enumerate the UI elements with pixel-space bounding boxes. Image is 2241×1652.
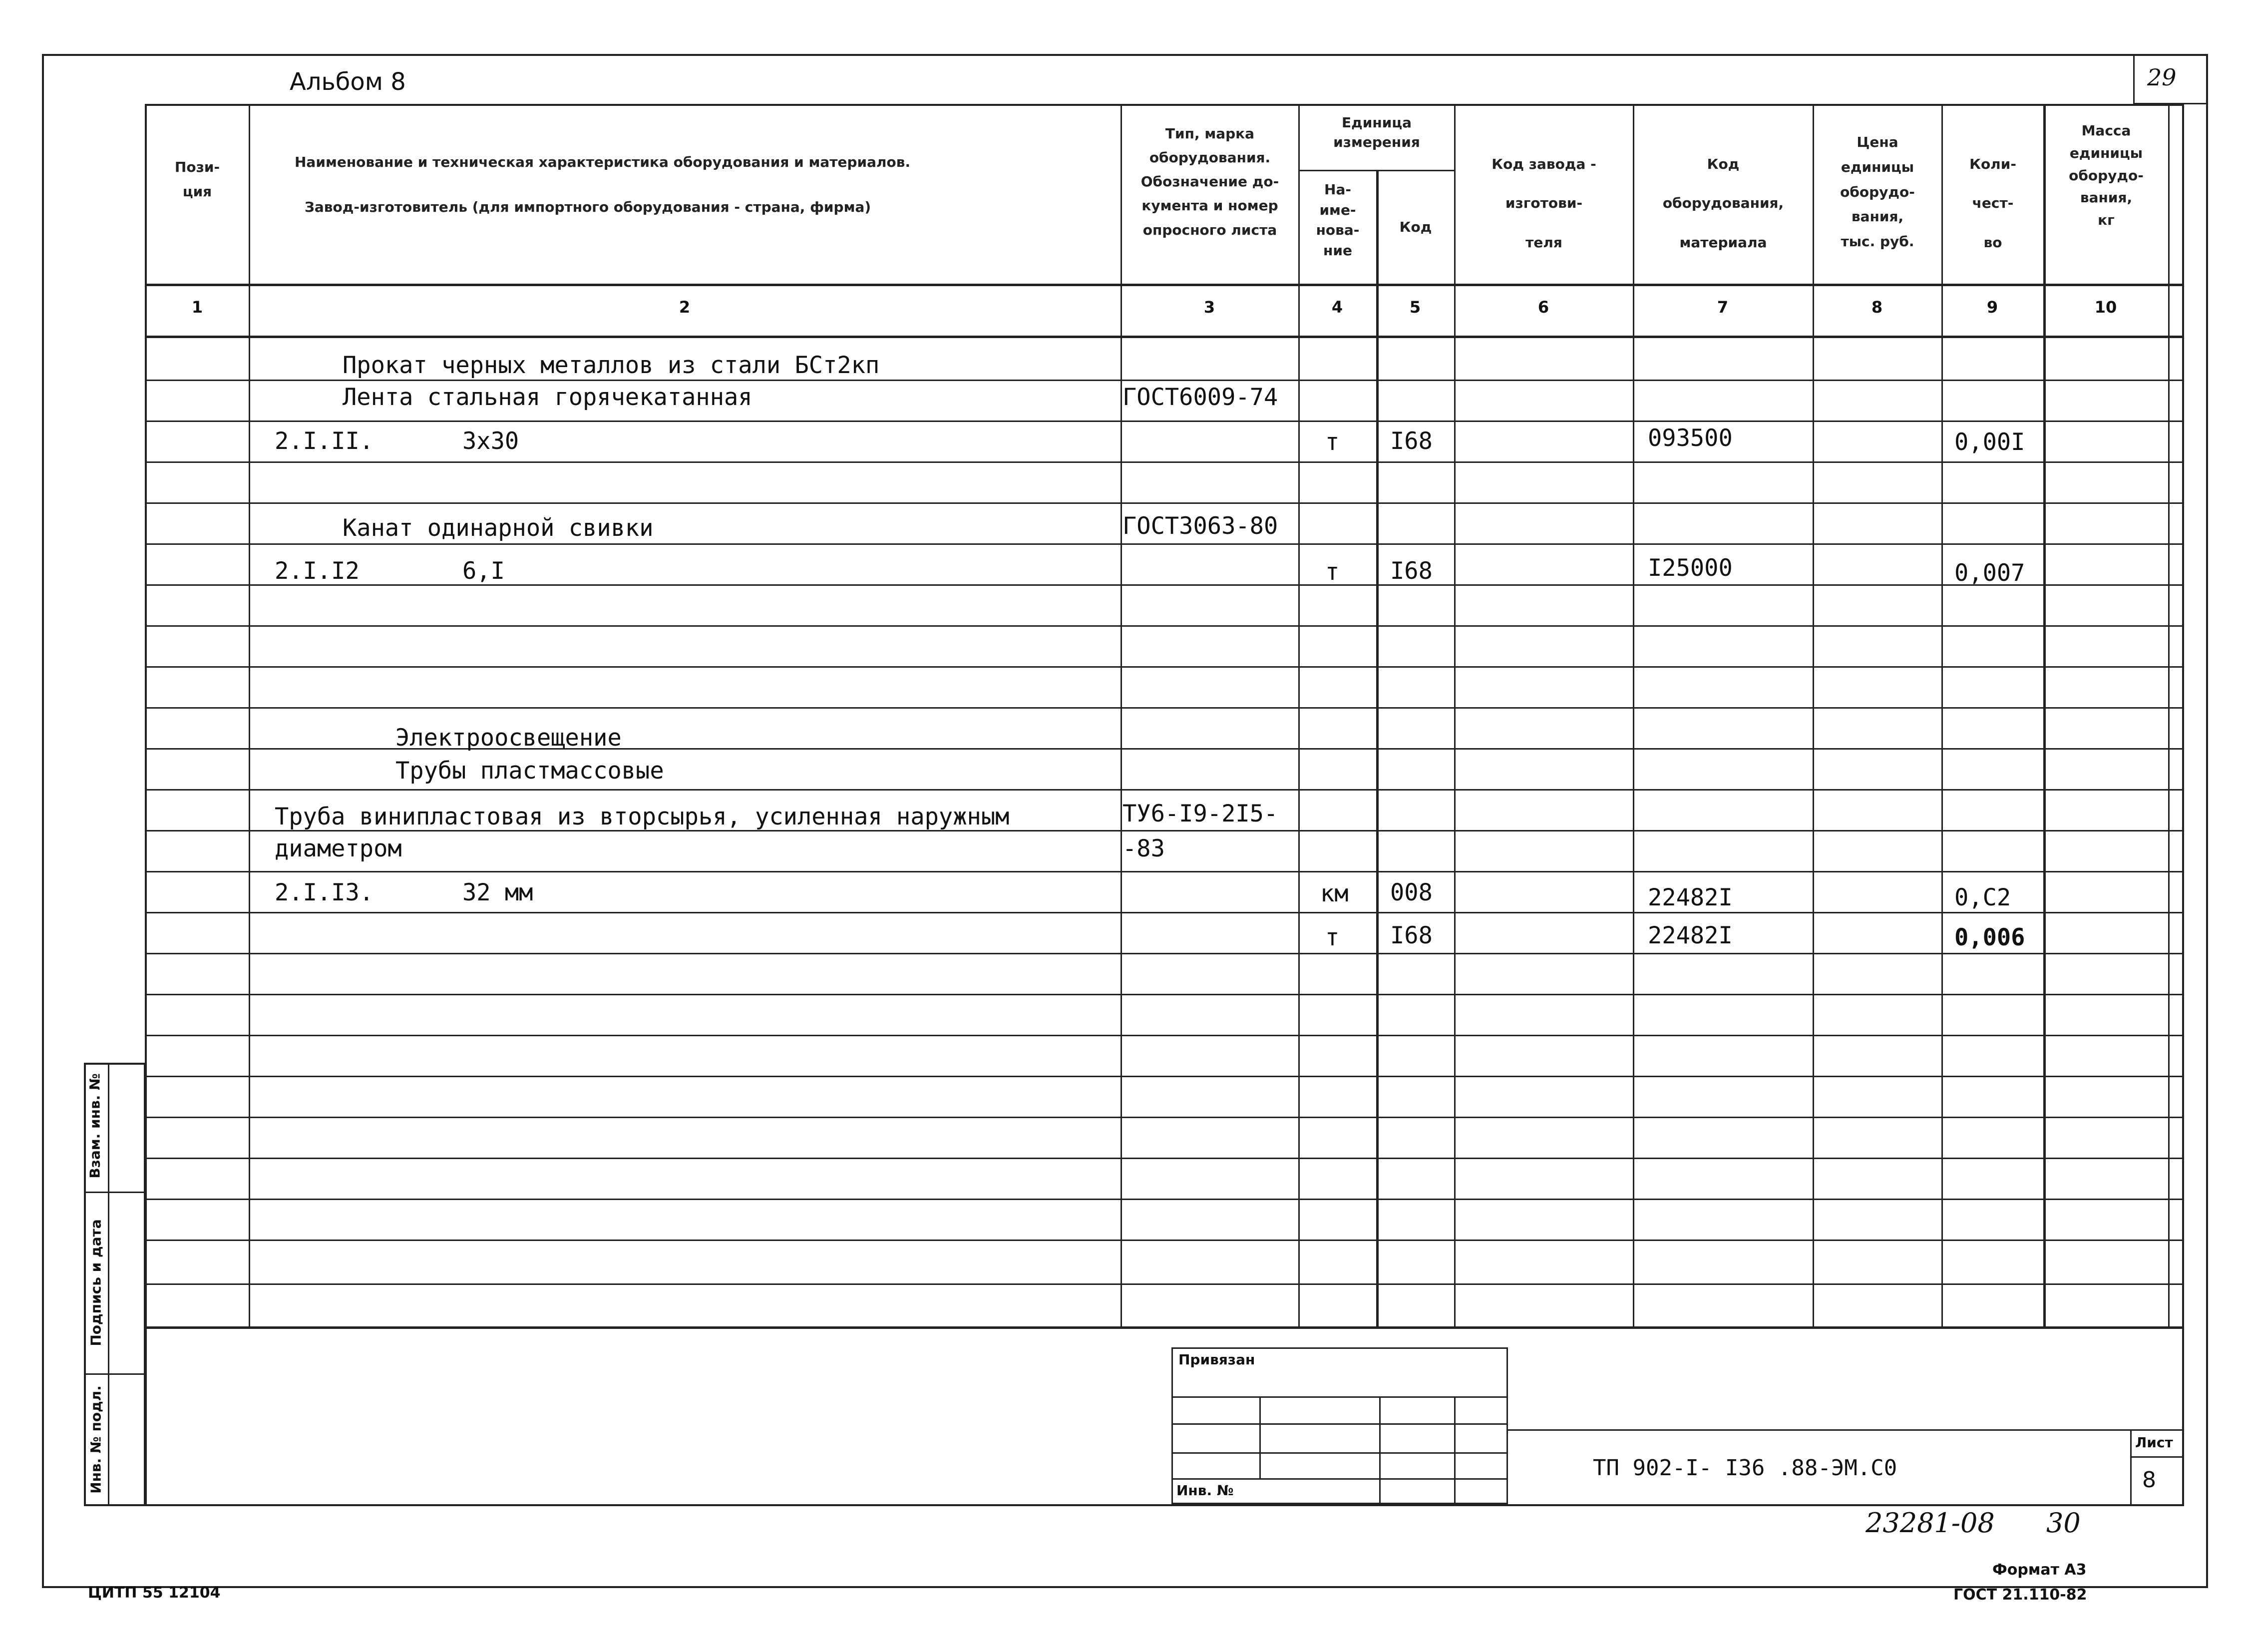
row-separator xyxy=(145,871,2184,872)
row-separator xyxy=(145,625,2184,627)
col-number-10: 10 xyxy=(2094,298,2117,317)
row2-name: Лента стальная горячекатанная xyxy=(343,384,752,411)
left-code: ЦИТП 55 12104 xyxy=(88,1584,221,1602)
row-separator xyxy=(145,1199,2184,1200)
row8-name: Труба винипластовая из вторсырья, усиленная наружным xyxy=(275,803,1010,830)
col2-header-line2: Завод-изготовитель (для импортного оборудования - страна, фирма) xyxy=(305,199,871,215)
row11-qty: 0,006 xyxy=(1954,924,2025,951)
col-line-1 xyxy=(249,104,250,1327)
row5-pos: 2.I.I2 xyxy=(275,557,360,585)
stamp-vline-3 xyxy=(1454,1396,1456,1504)
col-number-5: 5 xyxy=(1409,298,1421,317)
row3-qty: 0,00I xyxy=(1954,428,2025,456)
col2-header-line1: Наименование и техническая характеристика оборудования и материалов. xyxy=(295,154,911,170)
col-number-1: 1 xyxy=(191,298,203,317)
row3-code: I68 xyxy=(1390,427,1433,455)
stamp-block xyxy=(1171,1347,1508,1504)
row-separator xyxy=(145,707,2184,709)
stamp-line-2 xyxy=(1171,1423,1508,1425)
stamp-line-3 xyxy=(1171,1452,1508,1454)
col-line-2 xyxy=(1120,104,1122,1327)
stamp-vline-1 xyxy=(1259,1396,1261,1478)
row10-pos: 2.I.I3. xyxy=(275,879,374,906)
row6-name: Электроосвещение xyxy=(395,724,622,752)
row1-name: Прокат черных металлов из стали БСт2кп xyxy=(343,352,880,379)
handwritten-page: 30 xyxy=(2046,1507,2081,1539)
row-separator xyxy=(145,584,2184,586)
side-label-inv-podl: Инв. № подл. xyxy=(87,1385,104,1494)
col3-header: Тип, марка оборудования. Обозначение до- кумента и номер опросного листа xyxy=(1140,125,1279,238)
col7-header: Код оборудования, материала xyxy=(1662,156,1784,251)
side-line-1 xyxy=(84,1192,146,1193)
sheet-divider xyxy=(2130,1429,2132,1504)
album-title: Альбом 8 xyxy=(290,68,406,96)
row-separator xyxy=(145,380,2184,381)
row5-code: I68 xyxy=(1390,557,1433,585)
col-line-9 xyxy=(2043,104,2046,1327)
col4-header: На- име- нова- ние xyxy=(1316,181,1360,259)
stamp-line-1 xyxy=(1171,1396,1508,1398)
row5-name: 6,I xyxy=(462,557,505,585)
row-separator xyxy=(145,1076,2184,1077)
row3-name: 3х30 xyxy=(462,427,519,455)
row3-pos: 2.I.II. xyxy=(275,427,374,455)
col-number-3: 3 xyxy=(1203,298,1215,317)
document-designation: ТП 902-I- I36 .88-ЭМ.С0 xyxy=(1593,1455,1897,1481)
row11-unit: т xyxy=(1325,924,1340,951)
col1-header: Пози- ция xyxy=(174,159,220,200)
page-number: 29 xyxy=(2147,64,2177,91)
sheet-line xyxy=(2130,1456,2184,1458)
col-number-9: 9 xyxy=(1986,298,1998,317)
row4-name: Канат одинарной свивки xyxy=(343,514,654,542)
row5-qty: 0,007 xyxy=(1954,559,2025,587)
col10-header: Масса единицы оборудо- вания, кг xyxy=(2069,122,2144,229)
col-number-8: 8 xyxy=(1871,298,1883,317)
col-line-10 xyxy=(2168,104,2170,1327)
row11-equip-code: 22482I xyxy=(1648,922,1733,949)
col-number-7: 7 xyxy=(1717,298,1729,317)
row-separator xyxy=(145,953,2184,954)
col-line-6 xyxy=(1633,104,1634,1327)
stamp-vline-2 xyxy=(1379,1396,1381,1504)
table-bottom-line xyxy=(145,1326,2184,1329)
side-label-podpis: Подпись и дата xyxy=(87,1219,104,1346)
row-separator xyxy=(145,1239,2184,1241)
row4-doc: ГОСТ3063-80 xyxy=(1122,512,1278,540)
page-number-divider xyxy=(2133,54,2135,104)
unit-subheader-line xyxy=(1298,170,1454,171)
row5-equip-code: I25000 xyxy=(1648,554,1733,582)
row-separator xyxy=(145,1117,2184,1118)
col-line-3 xyxy=(1298,104,1300,1327)
format-label: Формат А3 xyxy=(1992,1561,2087,1579)
row9-name: диаметром xyxy=(275,835,402,862)
stamp-line-4 xyxy=(1171,1478,1508,1480)
row11-code: I68 xyxy=(1390,922,1433,949)
row10-unit: км xyxy=(1320,880,1349,907)
row-separator xyxy=(145,502,2184,504)
row10-name: 32 мм xyxy=(462,879,533,906)
row-separator xyxy=(145,1158,2184,1159)
row2-doc: ГОСТ6009-74 xyxy=(1122,384,1278,411)
col6-header: Код завода - изготови- теля xyxy=(1492,156,1596,251)
row-separator xyxy=(145,461,2184,463)
col8-header: Цена единицы оборудо- вания, тыс. руб. xyxy=(1840,134,1915,250)
row3-equip-code: 093500 xyxy=(1648,424,1733,452)
col-number-2: 2 xyxy=(679,298,691,317)
unit-group-header: Единица измерения xyxy=(1333,114,1420,151)
row10-equip-code: 22482I xyxy=(1648,884,1733,911)
row-separator xyxy=(145,912,2184,913)
gost-label: ГОСТ 21.110-82 xyxy=(1953,1586,2087,1604)
page-number-divider-h xyxy=(2133,103,2208,104)
designation-top-line xyxy=(1508,1429,2184,1431)
row-separator xyxy=(145,994,2184,995)
row10-qty: 0,С2 xyxy=(1954,884,2011,911)
col-line-5 xyxy=(1454,104,1456,1327)
row5-unit: т xyxy=(1325,558,1340,586)
stamp-inv-no: Инв. № xyxy=(1176,1482,1234,1499)
row9-doc: -83 xyxy=(1122,835,1165,862)
row-separator xyxy=(145,789,2184,791)
row7-name: Трубы пластмассовые xyxy=(395,757,664,785)
col-line-8 xyxy=(1941,104,1943,1327)
sheet-label: Лист xyxy=(2135,1434,2173,1451)
col-number-4: 4 xyxy=(1331,298,1343,317)
row-separator xyxy=(145,666,2184,668)
handwritten-number: 23281-08 xyxy=(1866,1507,1995,1539)
side-label-vzam: Взам. инв. № xyxy=(86,1073,103,1179)
row8-doc: ТУ6-I9-2I5- xyxy=(1122,800,1278,827)
row-separator xyxy=(145,420,2184,422)
col-line-7 xyxy=(1813,104,1814,1327)
row-separator xyxy=(145,1283,2184,1285)
row-separator xyxy=(145,543,2184,545)
row-separator xyxy=(145,1035,2184,1036)
row3-unit: т xyxy=(1325,428,1340,456)
header-bottom-line xyxy=(145,284,2184,286)
col-number-6: 6 xyxy=(1537,298,1549,317)
row10-code: 008 xyxy=(1390,879,1433,906)
col9-header: Коли- чест- во xyxy=(1969,156,2016,251)
col5-header: Код xyxy=(1399,219,1432,235)
side-divider xyxy=(108,1063,109,1506)
stamp-privyazan: Привязан xyxy=(1178,1351,1255,1368)
numbers-bottom-line xyxy=(145,336,2184,338)
sheet-number: 8 xyxy=(2142,1467,2156,1493)
